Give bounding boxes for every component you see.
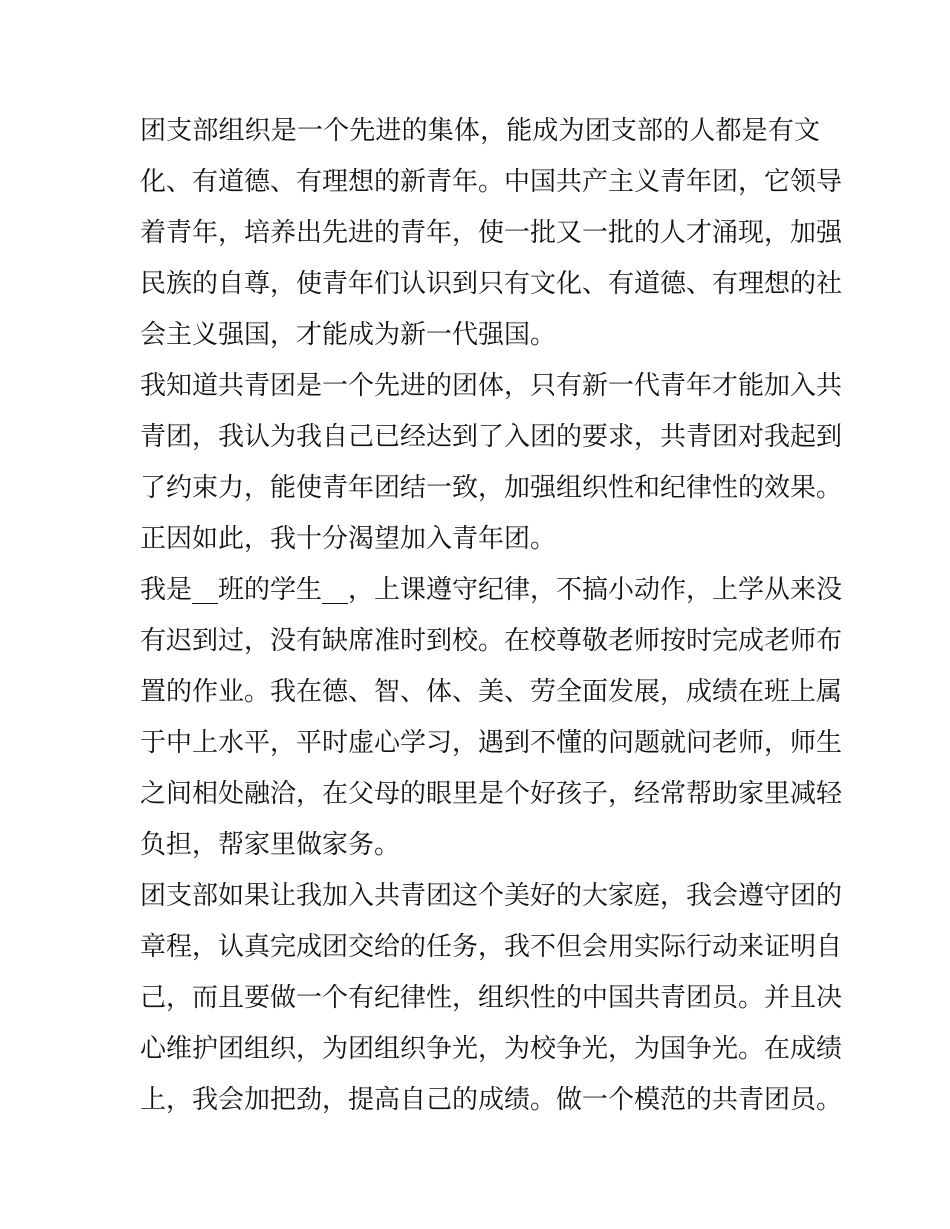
- text-line: 之间相处融洽，在父母的眼里是个好孩子，经常帮助家里减轻: [140, 779, 843, 809]
- text-line: 会主义强国，才能成为新一代强国。: [140, 320, 557, 350]
- text-line: 负担，帮家里做家务。: [140, 830, 401, 860]
- text-line: 化、有道德、有理想的新青年。中国共产主义青年团，它领导: [140, 167, 843, 197]
- text-line: 己，而且要做一个有纪律性，组织性的中国共青团员。并且决: [140, 983, 843, 1013]
- text-line: 民族的自尊，使青年们认识到只有文化、有道德、有理想的社: [140, 269, 843, 299]
- text-line: 有迟到过，没有缺席准时到校。在校尊敬老师按时完成老师布: [140, 626, 843, 656]
- text-line: 于中上水平，平时虚心学习，遇到不懂的问题就问老师，师生: [140, 728, 843, 758]
- paragraph-4: [140, 871, 843, 1126]
- text-line: 章程，认真完成团交给的任务，我不但会用实际行动来证明自: [140, 932, 843, 962]
- text-line: 置的作业。我在德、智、体、美、劳全面发展，成绩在班上属: [140, 677, 843, 707]
- paragraph-2: [140, 361, 843, 565]
- text-line: 正因如此，我十分渴望加入青年团。: [140, 524, 557, 554]
- text-line: 心维护团组织，为团组织争光，为校争光，为国争光。在成绩: [140, 1034, 843, 1064]
- paragraph-3: [140, 565, 843, 871]
- text-line: 我知道共青团是一个先进的团体，只有新一代青年才能加入共: [140, 371, 843, 401]
- text-line: 了约束力，能使青年团结一致，加强组织性和纪律性的效果。: [140, 473, 843, 503]
- text-line: 团支部组织是一个先进的集体，能成为团支部的人都是有文: [140, 116, 820, 146]
- text-line: 青团，我认为我自己已经达到了入团的要求，共青团对我起到: [140, 422, 843, 452]
- document-body: [140, 106, 843, 1126]
- text-line: 团支部如果让我加入共青团这个美好的大家庭，我会遵守团的: [140, 881, 843, 911]
- text-line: 上，我会加把劲，提高自己的成绩。做一个模范的共青团员。: [140, 1085, 843, 1115]
- text-line: 我是__班的学生__，上课遵守纪律，不搞小动作，上学从来没: [140, 575, 843, 605]
- text-line: 着青年，培养出先进的青年，使一批又一批的人才涌现，加强: [140, 218, 843, 248]
- paragraph-1: [140, 106, 843, 361]
